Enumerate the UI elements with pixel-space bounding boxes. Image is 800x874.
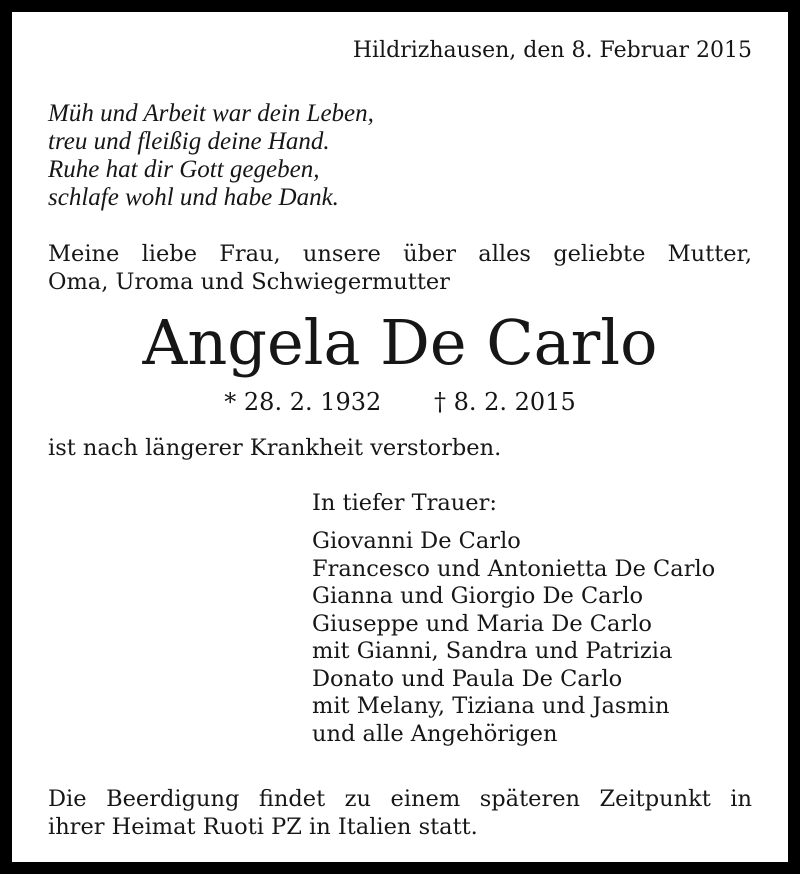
- mourner-line: Giuseppe und Maria De Carlo: [312, 610, 652, 637]
- intro-line: Meine liebe Frau, unsere über alles geliebte Mutter,: [48, 241, 752, 267]
- dateline: Hildrizhausen, den 8. Februar 2015: [352, 38, 752, 63]
- funeral-line: Die Beerdigung findet zu einem späteren Zeitpunkt in: [48, 786, 752, 812]
- mourner-line: Gianna und Giorgio De Carlo: [312, 583, 644, 609]
- birth-date: * 28. 2. 1932: [224, 388, 382, 416]
- verse-line: Ruhe hat dir Gott gegeben,: [48, 156, 320, 183]
- mourning-section: [312, 490, 752, 748]
- funeral-paragraph: [48, 785, 752, 841]
- death-statement: ist nach längerer Krankheit verstorben.: [48, 435, 502, 461]
- death-date: † 8. 2. 2015: [433, 388, 576, 416]
- verse-line: schlafe wohl und habe Dank.: [48, 184, 339, 211]
- mourner-line: Giovanni De Carlo: [312, 528, 521, 554]
- mourner-line: und alle Angehörigen: [312, 720, 558, 747]
- intro-paragraph: [48, 240, 752, 296]
- mourner-line: mit Melany, Tiziana und Jasmin: [312, 693, 670, 719]
- intro-line: Oma, Uroma und Schwiegermutter: [48, 269, 450, 295]
- verse-line: Müh und Arbeit war dein Leben,: [48, 100, 374, 127]
- verse-line: treu und fleißig deine Hand.: [48, 128, 330, 155]
- mourner-line: Donato und Paula De Carlo: [312, 665, 623, 692]
- mourner-line: Francesco und Antonietta De Carlo: [312, 555, 716, 582]
- deceased-name: Angela De Carlo: [142, 306, 658, 379]
- mourner-line: mit Gianni, Sandra und Patrizia: [312, 638, 673, 664]
- life-dates: [48, 388, 752, 416]
- memorial-verse: [48, 100, 752, 212]
- funeral-line: ihrer Heimat Ruoti PZ in Italien statt.: [48, 814, 478, 840]
- mourning-heading: In tiefer Trauer:: [312, 490, 497, 516]
